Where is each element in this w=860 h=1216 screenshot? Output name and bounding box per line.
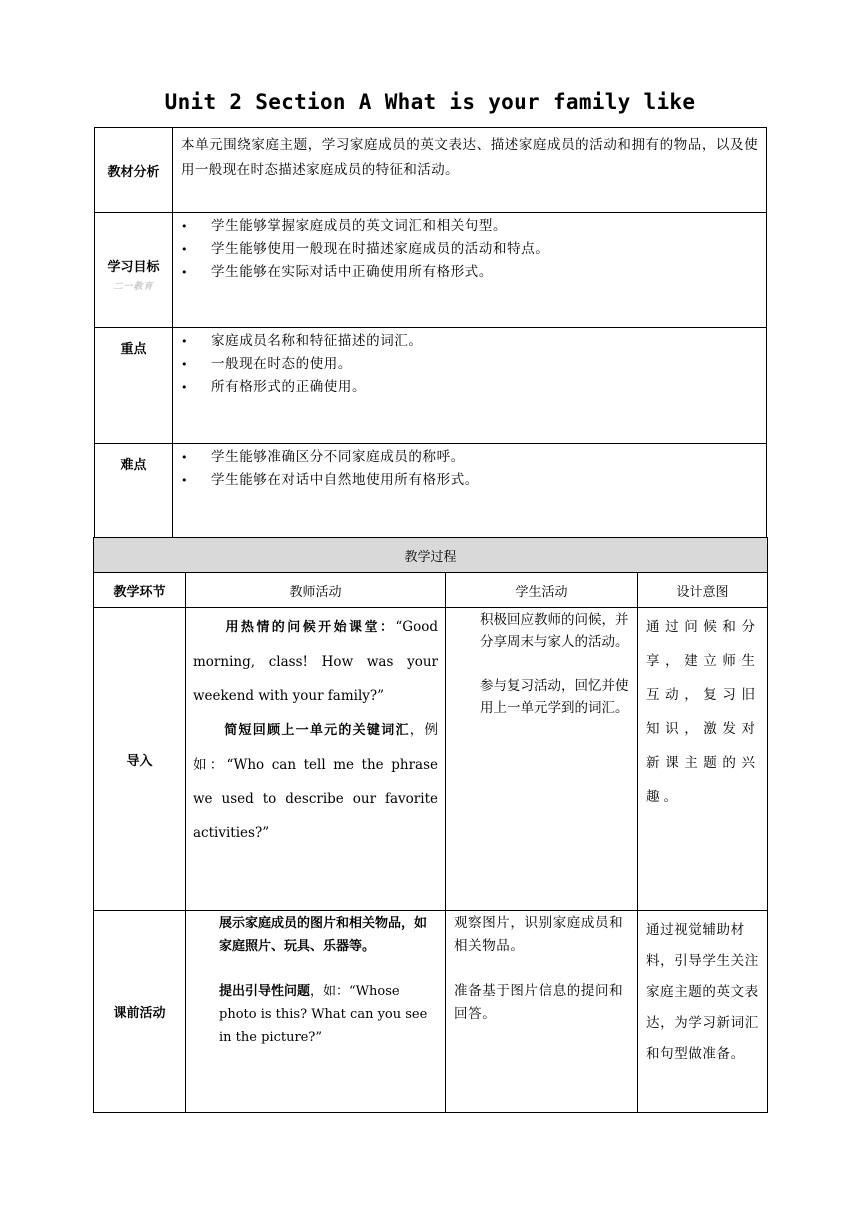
student-activity	[446, 911, 637, 1026]
analysis-label: 教材分析	[95, 128, 173, 213]
bullet-icon: •	[181, 451, 189, 464]
student-activity-cell	[446, 911, 638, 1113]
teacher-activity-text: ，如：“Whose photo is this? What can you see in the picture?”	[219, 984, 428, 1045]
teacher-activity-text: “Good morning, class! How was your weekend with your family?”	[193, 619, 438, 704]
key-points-cell	[173, 328, 767, 444]
objectives-row	[95, 213, 767, 328]
teacher-activity-bold: 展示家庭成员的图片和相关物品，如家庭照片、玩具、乐器等。	[219, 916, 428, 954]
objectives-cell	[173, 213, 767, 328]
difficulties-list	[173, 444, 766, 492]
teacher-activity-text: ，例如：“Who can tell me the phrase we used to describe our favorite activities?”	[193, 722, 438, 841]
process-header: 教学过程	[94, 538, 768, 573]
analysis-row	[95, 128, 767, 213]
list-item	[181, 353, 766, 376]
bullet-icon: •	[181, 266, 189, 279]
objective-text: 学生能够掌握家庭成员的英文词汇和相关句型。	[211, 218, 508, 234]
teacher-activity	[186, 911, 445, 1049]
teacher-activity-cell	[186, 608, 446, 911]
student-activity	[446, 608, 637, 719]
column-header-design: 设计意图	[638, 573, 768, 608]
column-header-stage: 教学环节	[94, 573, 186, 608]
difficulties-row	[95, 444, 767, 538]
key-point-text: 一般现在时态的使用。	[211, 356, 352, 372]
lesson-overview-table	[94, 127, 767, 538]
bullet-icon: •	[181, 243, 189, 256]
student-activity-cell	[446, 608, 638, 911]
difficulties-cell	[173, 444, 767, 538]
column-header-teacher: 教师活动	[186, 573, 446, 608]
table-row	[94, 608, 768, 911]
objective-text: 学生能够在实际对话中正确使用所有格形式。	[211, 264, 493, 280]
teacher-activity	[186, 608, 445, 850]
teacher-activity-cell	[186, 911, 446, 1113]
list-item	[181, 469, 766, 492]
objective-text: 学生能够使用一般现在时描述家庭成员的活动和特点。	[211, 241, 550, 257]
student-activity-text: 积极回应教师的问候，并分享周末与家人的活动。	[480, 612, 629, 650]
bullet-icon: •	[181, 381, 189, 394]
analysis-cell	[173, 128, 767, 213]
watermark-logo: 二一教育	[113, 281, 154, 292]
list-item	[181, 261, 766, 284]
bullet-icon: •	[181, 358, 189, 371]
list-item	[181, 446, 766, 469]
difficulty-text: 学生能够准确区分不同家庭成员的称呼。	[211, 449, 465, 465]
design-intent-cell	[638, 911, 768, 1113]
list-item	[181, 330, 766, 353]
student-activity-text: 参与复习活动，回忆并使用上一单元学到的词汇。	[480, 678, 629, 716]
objectives-list	[173, 213, 766, 284]
key-points-list	[173, 328, 766, 399]
list-item	[181, 215, 766, 238]
design-intent-text: 通过问候和分享，建立师生互动，复习旧知识，激发对新课主题的兴趣。	[646, 619, 760, 805]
teaching-process-table	[93, 537, 768, 1113]
student-activity-text: 观察图片，识别家庭成员和相关物品。	[454, 915, 624, 954]
objectives-label: 学习目标	[107, 259, 160, 275]
analysis-text: 本单元围绕家庭主题，学习家庭成员的英文表达、描述家庭成员的活动和拥有的物品，以及使用一般现在时态描述家庭成员的特征和活动。	[181, 137, 758, 178]
design-intent-text: 通过视觉辅助材料，引导学生关注家庭主题的英文表达，为学习新词汇和句型做准备。	[646, 922, 759, 1062]
teacher-activity-bold: 简短回顾上一单元的关键词汇	[223, 723, 410, 738]
teacher-activity-bold: 提出引导性问题	[219, 984, 311, 999]
bullet-icon: •	[181, 474, 189, 487]
bullet-icon: •	[181, 220, 189, 233]
stage-cell: 课前活动	[94, 911, 186, 1113]
page-title: Unit 2 Section A What is your family like	[164, 90, 696, 114]
table-row	[94, 911, 768, 1113]
key-points-label: 重点	[95, 328, 173, 444]
bullet-icon: •	[181, 335, 189, 348]
teacher-activity-bold: 用热情的问候开始课堂：	[223, 620, 396, 635]
column-header-row	[94, 573, 768, 608]
student-activity-text: 准备基于图片信息的提问和回答。	[454, 983, 624, 1022]
difficulty-text: 学生能够在对话中自然地使用所有格形式。	[211, 472, 479, 488]
key-point-text: 所有格形式的正确使用。	[211, 379, 367, 395]
column-header-student: 学生活动	[446, 573, 638, 608]
list-item	[181, 376, 766, 399]
design-intent-cell	[638, 608, 768, 911]
list-item	[181, 238, 766, 261]
key-point-text: 家庭成员名称和特征描述的词汇。	[211, 333, 423, 349]
difficulties-label: 难点	[95, 444, 173, 538]
key-points-row	[95, 328, 767, 444]
objectives-label-cell	[95, 213, 173, 328]
stage-cell: 导入	[94, 608, 186, 911]
